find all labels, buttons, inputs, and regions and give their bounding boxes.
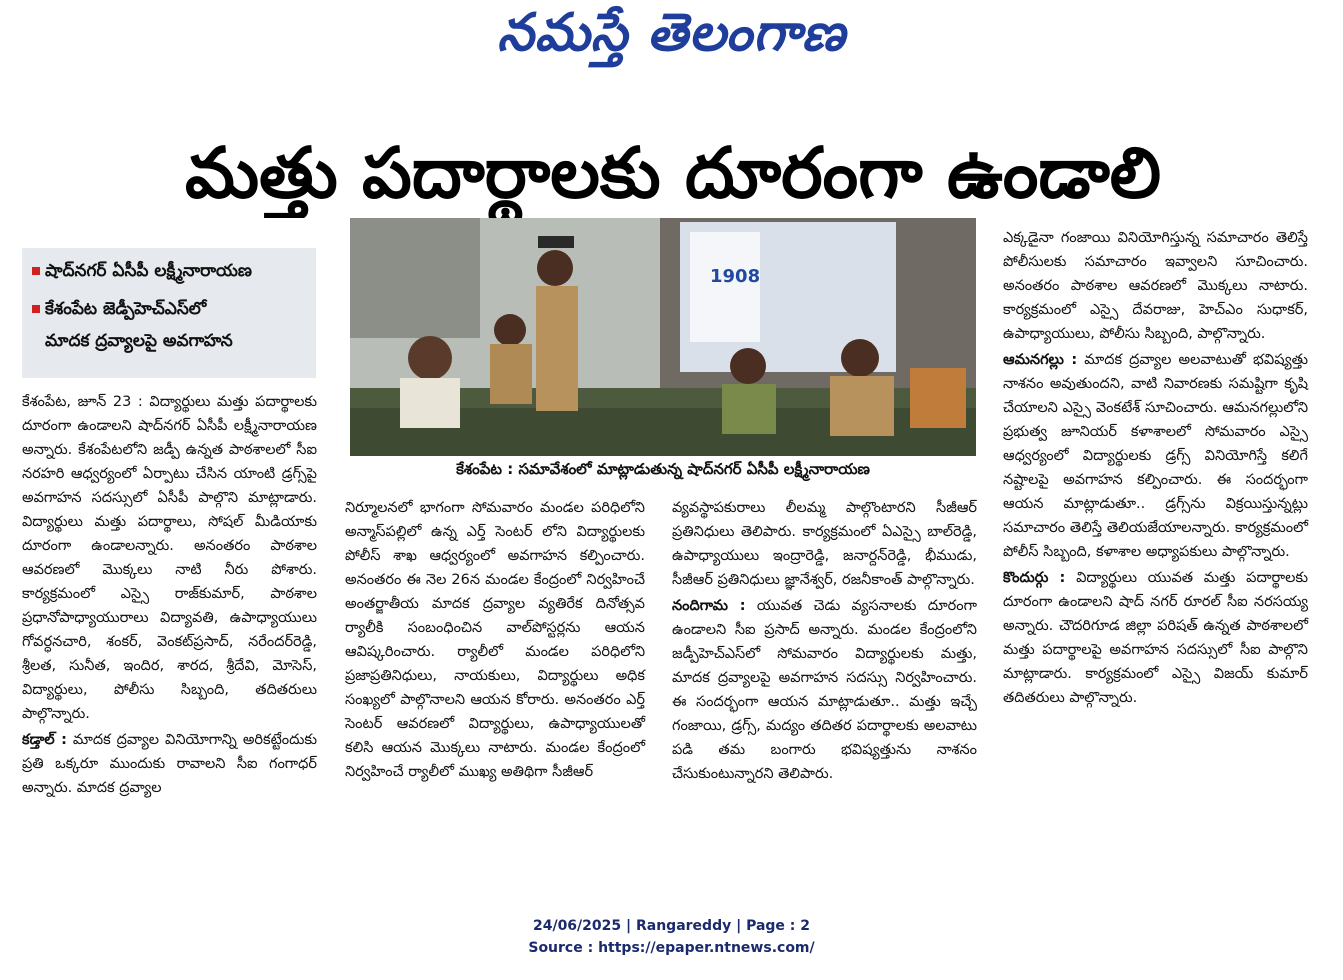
article-column-1 (22, 390, 317, 802)
paragraph: కడ్తాల్ : మాదక ద్రవ్యాల వినియోగాన్ని అరికట్టేందుకు ప్రతి ఒక్కరూ ముందుకు రావాలని సీఐ గంగాధర్ అన్నారు. మాదక ద్రవ్యాల (22, 732, 317, 796)
footer-date-line: 24/06/2025 | Rangareddy | Page : 2 (532, 918, 811, 934)
article-column-3 (672, 496, 977, 788)
poster-number: 1908 (710, 266, 761, 287)
highlight-item: షాద్‌నగర్ ఏసీపీ లక్ష్మీనారాయణ (32, 260, 252, 282)
paragraph: కేశంపేట, జూన్ 23 : విద్యార్థులు మత్తు పదార్థాలకు దూరంగా ఉండాలని షాద్‌నగర్ ఏసీపీ లక్ష్మీనారాయణ అన్నారు. కేశంపేటలోని జడ్పీ ఉన్నత పాఠశాలలో సీఐ నరహరి ఆధ్వర్యంలో ఏర్పాటు చేసిన యాంటి డ్రగ్స్‌పై అవగాహన సదస్సులో ఏసీపీ పాల్గొని మాట్లాడారు. విద్యార్థులు మత్తు పదార్థాలు, సోషల్ మీడియాకు దూరంగా ఉండాలన్నారు. అనంతరం పాఠశాల ఆవరణలో మొక్కలు నాటి నీరు పోశారు. కార్యక్రమంలో ఎస్సై రాజ్‌కుమార్, పాఠశాల ప్రధానోపాధ్యాయురాలు విద్యావతి, ఉపాధ్యాయులు గోవర్ధనచారి, శంకర్, వెంకట్‌ప్రసాద్, నరేందర్‌రెడ్డి, శ్రీలత, సునీత, ఇందిర, శారద, శ్రీదేవి, మోసెస్, విద్యార్థులు, పోలీసు సిబ్బంది, తదితరులు పాల్గొన్నారు. (22, 394, 317, 722)
highlights-box (22, 248, 316, 378)
bullet-square-icon (32, 267, 40, 275)
bullet-square-icon (32, 305, 40, 313)
dateline: కొందుర్గు : (1003, 570, 1066, 586)
paragraph: నిర్మూలనలో భాగంగా సోమవారం మండల పరిధిలోని అన్మాస్‌పల్లిలో ఉన్న ఎర్త్ సెంటర్ లోని విద్యార్థులకు పోలీస్ శాఖ ఆధ్వర్యంలో అవగాహన కల్పించారు. అనంతరం ఈ నెల 26న మండల కేంద్రంలో నిర్వహించే అంతర్జాతీయ మాదక ద్రవ్యాల వ్యతిరేక దినోత్సవ ర్యాలీకి సంబంధించిన వాల్‌పోస్టర్లను ఆయన ఆవిష్కరించారు. ర్యాలీలో మండల పరిధిలోని ప్రజాప్రతినిధులు, నాయకులు, విద్యార్థులు అధిక సంఖ్యలో పాల్గొనాలని ఆయన కోరారు. అనంతరం ఎర్త్ సెంటర్ ఆవరణలో విద్యార్థులు, ఉపాధ్యాయులతో కలిసి ఆయన మొక్కలు నాటారు. మండల కేంద్రంలో నిర్వహించే ర్యాలీలో ముఖ్య అతిథిగా సీజీఆర్ (345, 500, 645, 780)
paragraph: నందిగామ : యువత చెడు వ్యసనాలకు దూరంగా ఉండాలని సీఐ ప్రసాద్ అన్నారు. మండల కేంద్రంలోని జడ్పీహెచ్ఎస్‌లో సోమవారం విద్యార్థులకు మత్తు, మాదక ద్రవ్యాలపై అవగాహన సదస్సు నిర్వహించారు. ఈ సందర్భంగా ఆయన మాట్లాడుతూ.. మత్తు ఇచ్చే గంజాయి, డ్రగ్స్, మద్యం తదితర పదార్థాలకు అలవాటు పడి తమ బంగారు భవిష్యత్తును నాశనం చేసుకుంటున్నారని తెలిపారు. (672, 598, 977, 782)
news-photo (350, 218, 976, 456)
highlight-item: మాదక ద్రవ్యాలపై అవగాహన (45, 331, 233, 351)
article-column-2 (345, 496, 645, 786)
article-column-4 (1003, 226, 1308, 712)
masthead-logo: నమస్తే తెలంగాణ (497, 2, 846, 63)
paragraph: ఆమనగల్లు : మాదక ద్రవ్యాల అలవాటుతో భవిష్యత్తు నాశనం అవుతుందని, వాటి నివారణకు సమష్టిగా కృషి చేయాలని ఎస్సై వెంకటేశ్ సూచించారు. ఆమనగల్లులోని ప్రభుత్వ జూనియర్ కళాశాలలో సోమవారం ఎస్సై ఆధ్వర్యంలో విద్యార్థులకు డ్రగ్స్ వినియోగిస్తే కలిగే నష్టాలపై అవగాహన కల్పించారు. ఈ సందర్భంగా ఆయన మాట్లాడుతూ.. డ్రగ్స్‌ను విక్రయిస్తున్నట్లు సమాచారం తెలిస్తే తెలియజేయాలన్నారు. కార్యక్రమంలో పోలీస్ సిబ్బంది, కళాశాల అధ్యాపకులు పాల్గొన్నారు. (1003, 352, 1308, 560)
paragraph: వ్యవస్థాపకురాలు లీలమ్మ పాల్గొంటారని సీజీఆర్ ప్రతినిధులు తెలిపారు. కార్యక్రమంలో ఏఎస్సై బాల్‌రెడ్డి, ఉపాధ్యాయులు ఇంద్రారెడ్డి, జనార్దన్‌రెడ్డి, భీముడు, సీజీఆర్ ప్రతినిధులు జ్ఞానేశ్వర్, రజనీకాంత్ పాల్గొన్నారు. (672, 500, 977, 588)
dateline: ఆమనగల్లు : (1003, 352, 1078, 368)
photo-caption: కేశంపేట : సమావేశంలో మాట్లాడుతున్న షాద్‌నగర్ ఏసీపీ లక్ష్మీనారాయణ (456, 460, 870, 478)
paragraph: కొందుర్గు : విద్యార్థులు యువత మత్తు పదార్థాలకు దూరంగా ఉండాలని షాద్ నగర్ రూరల్ సీఐ నరసయ్య అన్నారు. చౌదరిగూడ జిల్లా పరిషత్ ఉన్నత పాఠశాలలో మత్తు పదార్థాలపై అవగాహన సదస్సులో సీఐ పాల్గొని మాట్లాడారు. కార్యక్రమంలో ఎస్సై విజయ్ కుమార్ తదితరులు పాల్గొన్నారు. (1003, 570, 1308, 706)
headline: మత్తు పదార్థాలకు దూరంగా ఉండాలి (184, 132, 1162, 214)
dateline: కడ్తాల్ : (22, 732, 67, 748)
photo-illustration (350, 218, 976, 456)
footer-source-line: Source : https://epaper.ntnews.com/ (528, 940, 815, 956)
highlight-item: కేశంపేట జెడ్పీహెచ్ఎస్‌లో (32, 298, 206, 320)
paragraph: ఎక్కడైనా గంజాయి వినియోగిస్తున్న సమాచారం తెలిస్తే పోలీసులకు సమాచారం ఇవ్వాలని సూచించారు. అనంతరం పాఠశాల ఆవరణలో మొక్కలు నాటారు. కార్యక్రమంలో ఎస్సై దేవరాజు, హెచ్ఎం సుధాకర్, ఉపాధ్యాయులు, పోలీసు సిబ్బంది, పాల్గొన్నారు. (1003, 230, 1308, 342)
dateline: నందిగామ : (672, 598, 746, 614)
